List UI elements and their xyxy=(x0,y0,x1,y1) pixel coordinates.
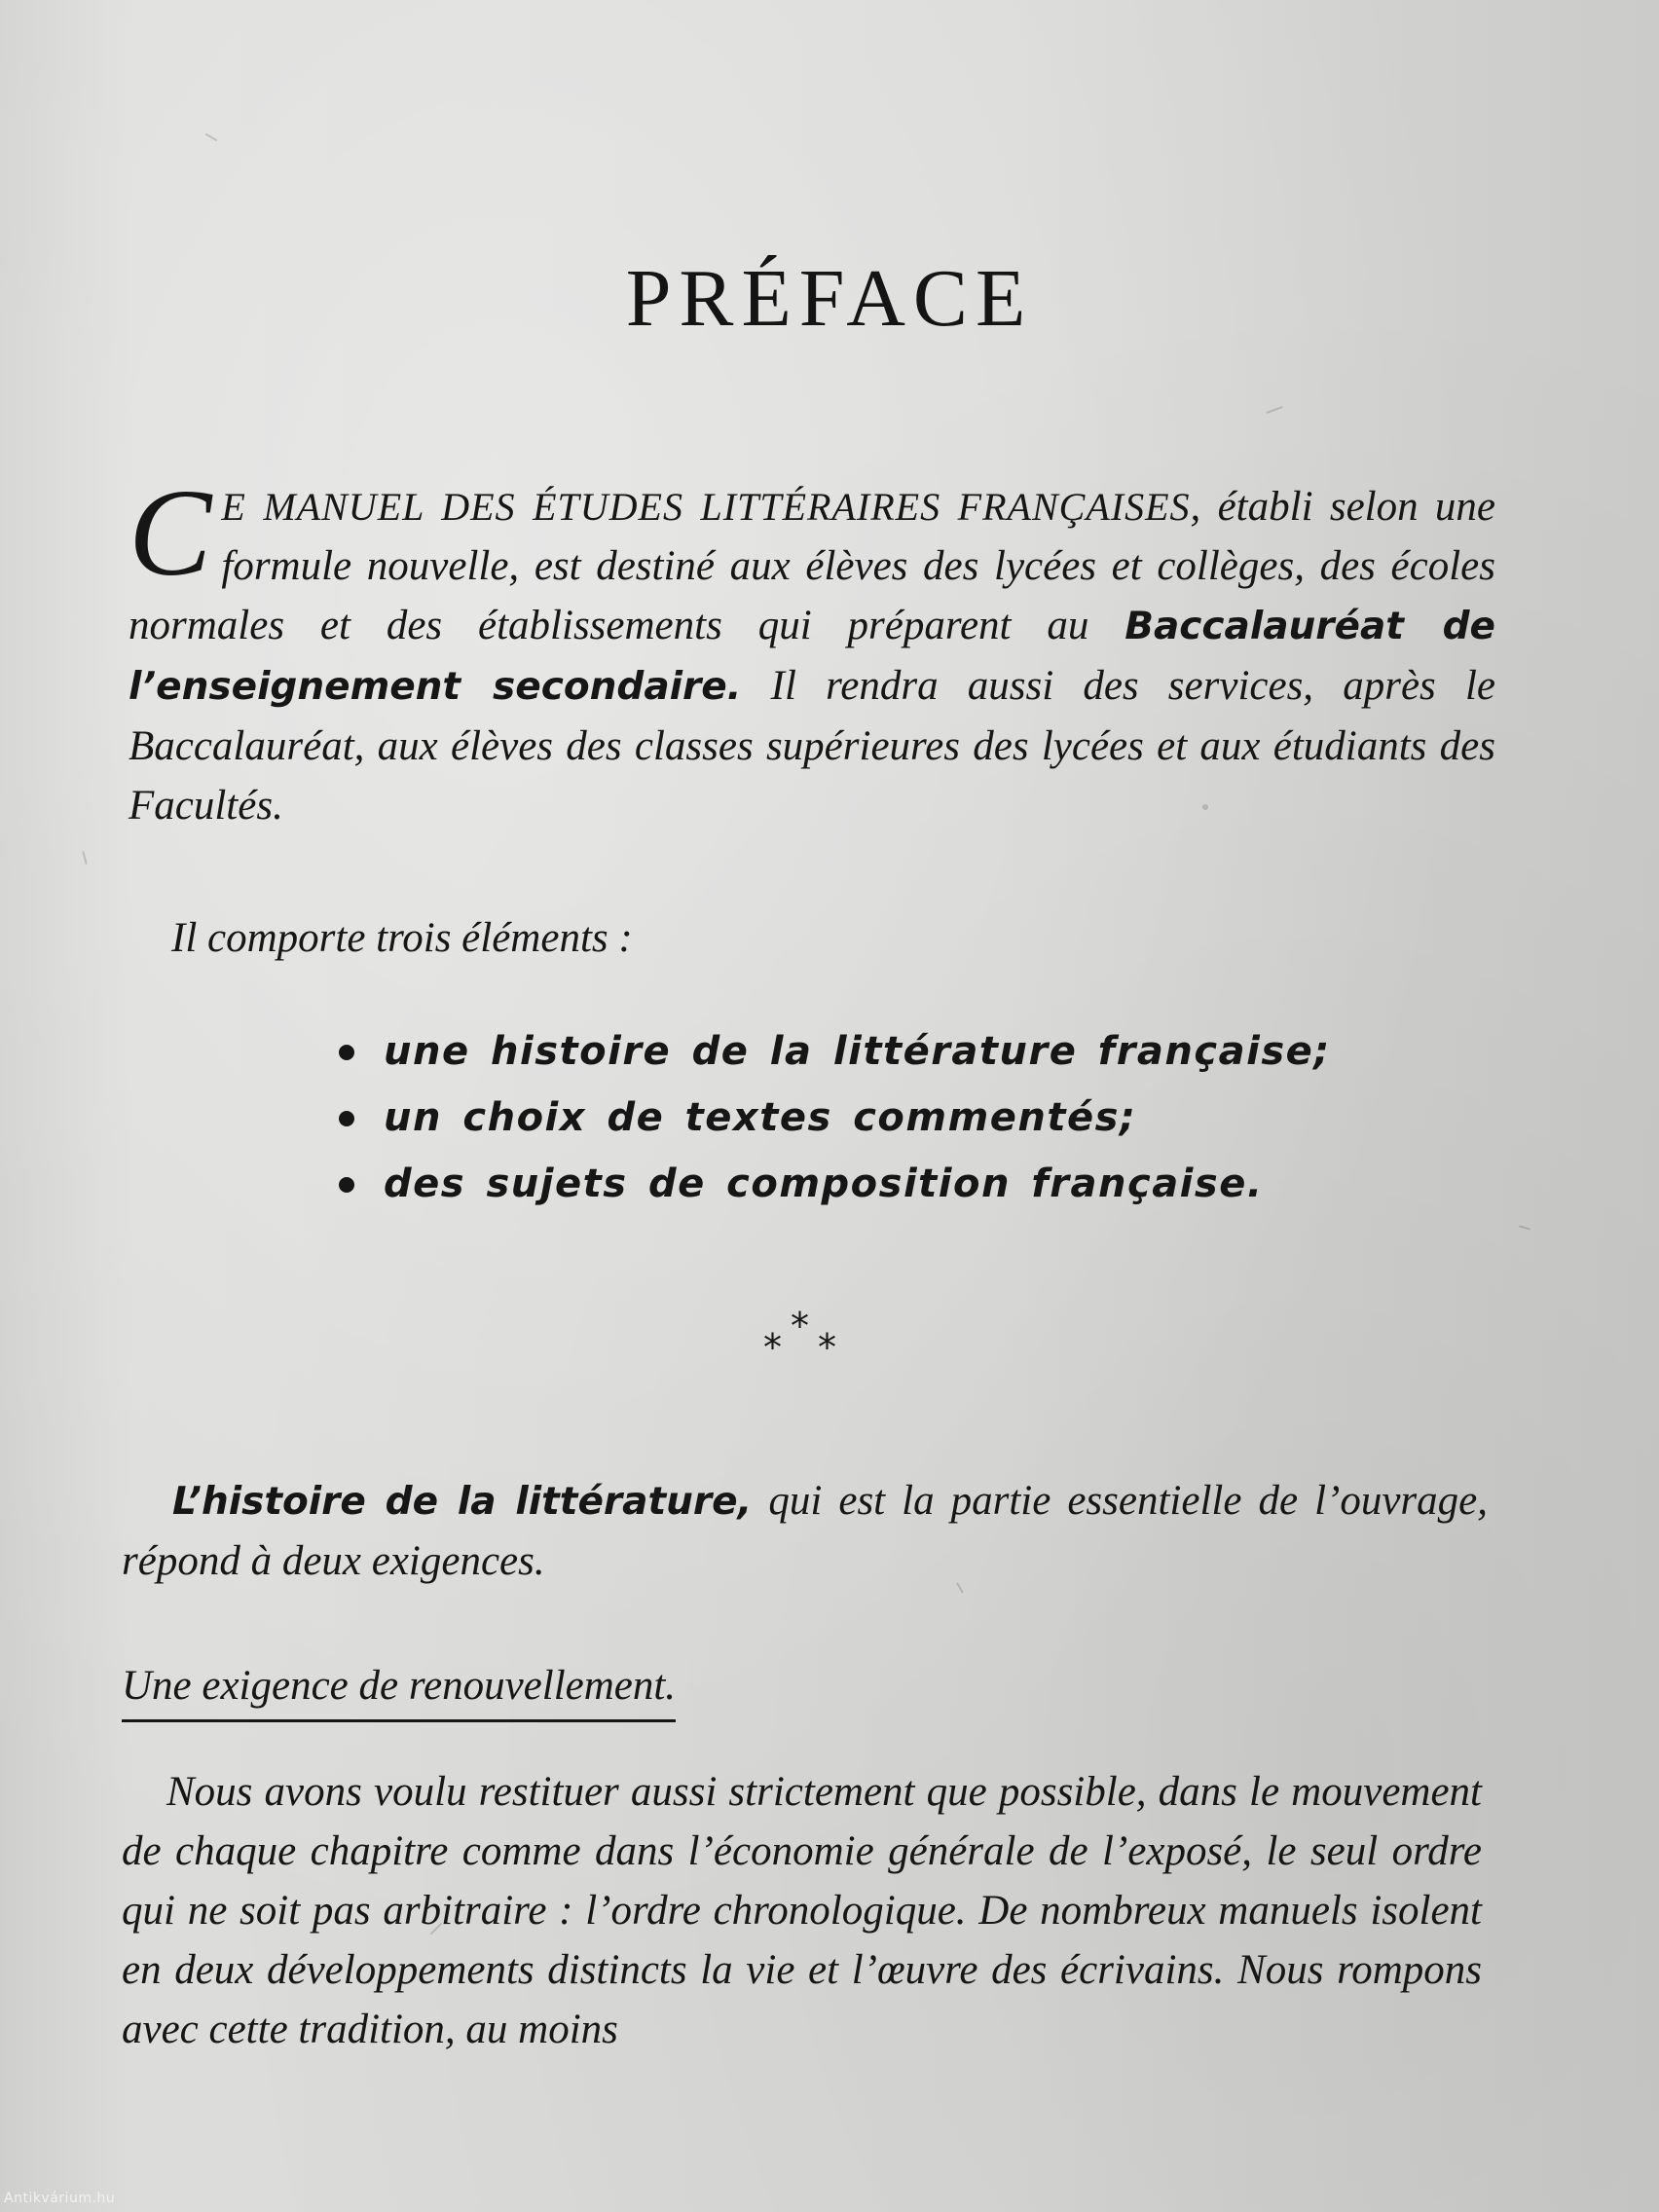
history-bold: L’histoire de la littérature, xyxy=(172,1480,753,1524)
intro-text: , établi selon une formule nouvelle, est destiné aux élèves des lycées et collèges, des écoles normales et des établissements qui préparent au xyxy=(129,484,1496,648)
intro-text-end: Il rendra aussi des services, après le Baccalauréat, aux élèves des classes supérieures des lycées et aux étudiants des Facultés. xyxy=(129,663,1495,829)
watermark: Antikvárium.hu xyxy=(4,2191,116,2206)
intro-paragraph xyxy=(129,463,1496,835)
baccalaureat-bold: Baccalauréat de l’enseignement secondaire. xyxy=(129,605,1496,709)
asterisk-icon: * xyxy=(818,1326,836,1369)
asterisk-icon: * xyxy=(763,1326,782,1369)
elements-intro: Il comporte trois éléments : xyxy=(171,915,633,961)
list-item-text: une histoire de la littérature française; xyxy=(384,1029,1331,1074)
list-item-text: des sujets de composition française. xyxy=(384,1161,1264,1206)
bullet-icon xyxy=(339,1111,354,1126)
section-heading: Une exigence de renouvellement. xyxy=(122,1657,676,1722)
asterisk-icon: * xyxy=(791,1305,809,1347)
elements-list xyxy=(339,1018,1331,1217)
list-item-text: un choix de textes commentés; xyxy=(384,1095,1137,1140)
paper-fiber xyxy=(204,133,217,142)
bullet-icon xyxy=(339,1177,354,1193)
paper-fiber xyxy=(82,851,88,865)
history-text: qui est la partie essentielle de l’ouvrage, répond à deux exigences. xyxy=(122,1478,1488,1584)
manual-title-smallcaps: E MANUEL DES ÉTUDES LITTÉRAIRES FRANÇAISES xyxy=(221,485,1191,529)
paper-fiber xyxy=(1266,406,1283,414)
list-item xyxy=(339,1018,1331,1085)
list-item xyxy=(339,1085,1331,1151)
list-item xyxy=(339,1151,1331,1217)
asterism-separator xyxy=(759,1305,847,1369)
paper-fiber xyxy=(1519,1225,1530,1230)
drop-cap: C xyxy=(129,463,212,602)
history-paragraph xyxy=(122,1471,1488,1591)
renewal-paragraph: Nous avons voulu restituer aussi strictement que possible, dans le mouvement de chaque chapitre comme dans l’économie générale de l’exposé, le seul ordre qui ne soit pas arbitraire : l’ordre chronologique. De nombreux manuels isolent en deux développements distincts la vie et l’œuvre des écrivains. Nous rompons avec cette tradition, au moins xyxy=(122,1769,1482,2052)
page-title: PRÉFACE xyxy=(625,253,1034,344)
bullet-icon xyxy=(339,1045,354,1060)
